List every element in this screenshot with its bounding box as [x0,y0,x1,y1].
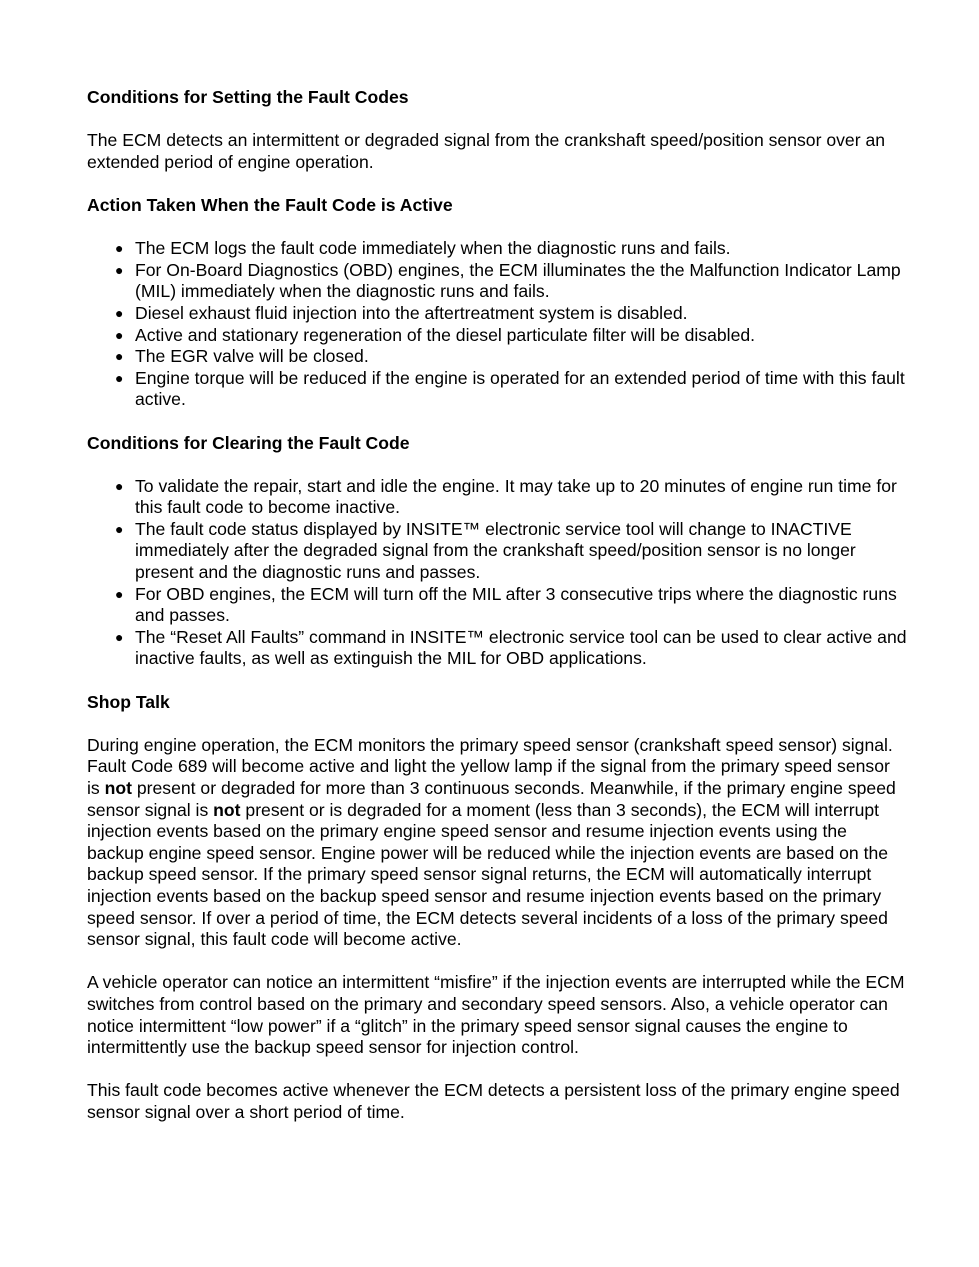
list-item: ● Engine torque will be reduced if the engine is operated for an extended period of time with this fault active. [115,367,905,410]
list-item: ● The fault code status displayed by INSITE™ electronic service tool will change to INACTIVE immediately after the degraded signal from the crankshaft speed/position sensor is no longer present and the diagnostic runs and passes. [115,518,856,583]
bullet-icon: ● [115,326,124,343]
bullet-icon: ● [115,261,124,278]
action-list [87,238,907,411]
list-item: ● The EGR valve will be closed. [115,346,369,367]
list-item: ● Active and stationary regeneration of the diesel particulate filter will be disabled. [115,324,756,345]
list-item: ● For On-Board Diagnostics (OBD) engines, the ECM illuminates the the Malfunction Indicator Lamp (MIL) immediately when the diagnostic runs and fails. [115,259,901,302]
bullet-icon: ● [115,240,124,257]
bullet-icon: ● [115,585,124,602]
list-item: ● For OBD engines, the ECM will turn off the MIL after 3 consecutive trips where the diagnostic runs and passes. [115,583,897,626]
clearing-list [87,476,907,670]
list-item: ● To validate the repair, start and idle the engine. It may take up to 20 minutes of engine run time for this fault code to become inactive. [115,475,897,518]
bullet-icon: ● [115,348,124,365]
heading-shop-talk: Shop Talk [87,691,170,712]
bullet-icon: ● [115,520,124,537]
list-item: ● The ECM logs the fault code immediately when the diagnostic runs and fails. [115,238,731,259]
shop-talk-paragraph-3: This fault code becomes active whenever the ECM detects a persistent loss of the primary engine speed sensor signal over a short period of time. [87,1080,900,1122]
bullet-icon: ● [115,628,124,645]
document-page [87,87,907,1124]
bullet-icon: ● [115,304,124,321]
heading-action-taken: Action Taken When the Fault Code is Active [87,194,453,215]
list-item: ● Diesel exhaust fluid injection into the aftertreatment system is disabled. [115,302,688,323]
shop-talk-paragraph-2: A vehicle operator can notice an intermittent “misfire” if the injection events are interrupted while the ECM switches from control based on the primary and secondary speed sensors. Also, a vehicle operator can notice intermittent “low power” if a “glitch” in the primary speed sensor signal causes the engine to intermittently use the backup speed sensor for injection control. [87,972,905,1058]
bullet-icon: ● [115,369,124,386]
setting-conditions-text: The ECM detects an intermittent or degraded signal from the crankshaft speed/position sensor over an extended period of engine operation. [87,130,886,172]
heading-clearing-conditions: Conditions for Clearing the Fault Code [87,432,410,453]
list-item: ● The “Reset All Faults” command in INSITE™ electronic service tool can be used to clear active and inactive faults, as well as extinguish the MIL for OBD applications. [115,626,907,669]
bullet-icon: ● [115,477,124,494]
shop-talk-paragraph-1: During engine operation, the ECM monitors the primary speed sensor (crankshaft speed sensor) signal. Fault Code 689 will become active and light the yellow lamp if the signal from the primary speed sensor is not present or degraded for more than 3 continuous seconds. Meanwhile, if the primary engine speed sensor signal is not present or is degraded for a moment (less than 3 seconds), the ECM will interrupt injection events based on the primary engine speed sensor and resume injection events using the backup engine speed sensor. Engine power will be reduced while the injection events are based on the backup speed sensor. If the primary speed sensor signal returns, the ECM will automatically interrupt injection events based on the backup speed sensor and resume injection events based on the primary speed sensor. If over a period of time, the ECM detects several incidents of a loss of the primary speed sensor signal, this fault code will become active. [87,734,896,950]
heading-setting-conditions: Conditions for Setting the Fault Codes [87,87,409,107]
